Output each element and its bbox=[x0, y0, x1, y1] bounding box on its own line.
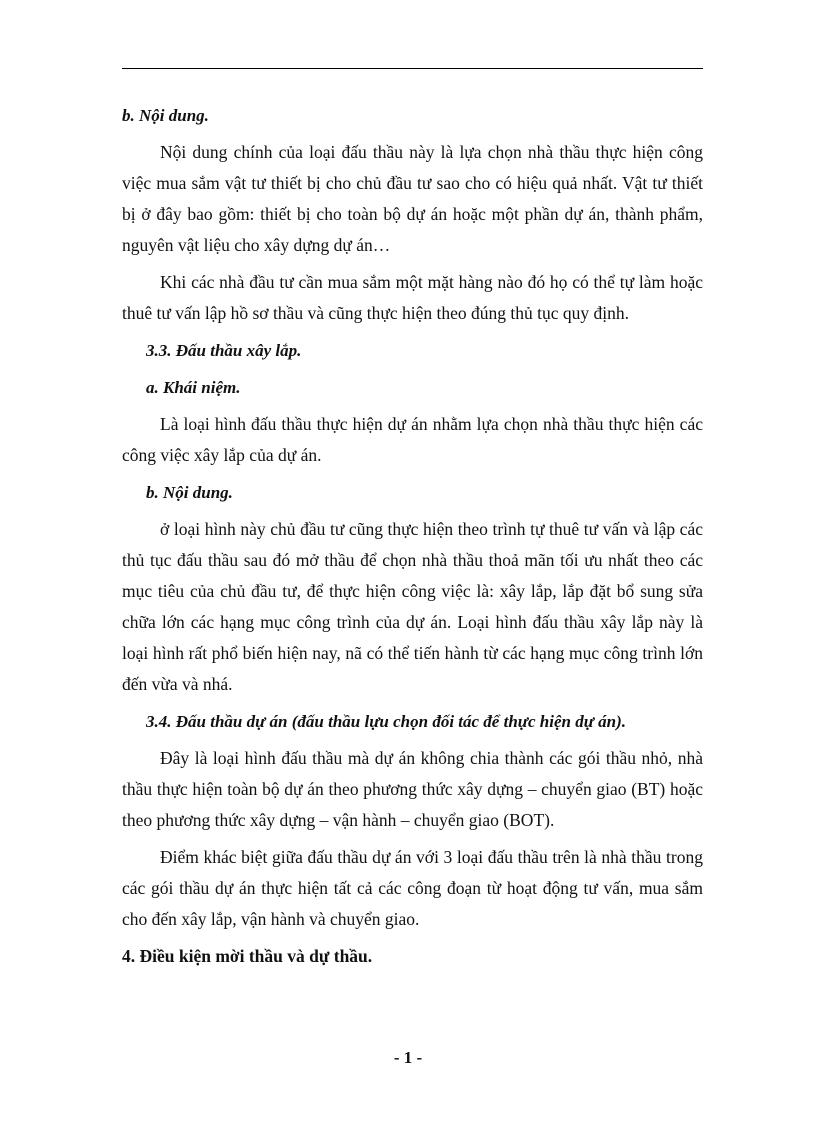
paragraph-mua-sam: Khi các nhà đầu tư cần mua sắm một mặt hàng nào đó họ có thể tự làm hoặc thuê tư vấn lập hồ sơ thầu và cũng thực hiện theo đúng thủ tục quy định. bbox=[122, 272, 703, 323]
paragraph-du-an: Đây là loại hình đấu thầu mà dự án không chia thành các gói thầu nhỏ, nhà thầu thực hiện toàn bộ dự án theo phương thức xây dựng – chuyển giao (BT) hoặc theo phương thức xây dựng – vận hành – chuyển giao (BOT). bbox=[122, 748, 703, 830]
section-3-3-heading: 3.3. Đấu thầu xây lắp. bbox=[146, 341, 302, 360]
paragraph-noi-dung-chinh: Nội dung chính của loại đấu thầu này là lựa chọn nhà thầu thực hiện công việc mua sắm vật tư thiết bị cho chủ đầu tư sao cho có hiệu quả nhất. Vật tư thiết bị ở đây bao gồm: thiết bị cho toàn bộ dự án hoặc một phần dự án, thành phẩm, nguyên vật liệu cho xây dựng dự án… bbox=[122, 142, 703, 255]
section-3-4-heading: 3.4. Đấu thầu dự án (đấu thầu lựu chọn đối tác để thực hiện dự án). bbox=[146, 712, 626, 731]
subheading-noi-dung-2: b. Nội dung. bbox=[146, 483, 233, 502]
paragraph-diem-khac-biet: Điểm khác biệt giữa đấu thầu dự án với 3 loại đấu thầu trên là nhà thầu trong các gói thầu dự án thực hiện tất cả các công đoạn từ hoạt động tư vấn, mua sắm cho đến xây lắp, vận hành và chuyển giao. bbox=[122, 847, 703, 929]
header-rule bbox=[122, 68, 703, 69]
subheading-khai-niem: a. Khái niệm. bbox=[146, 378, 241, 397]
section-4-heading: 4. Điều kiện mời thầu và dự thầu. bbox=[122, 946, 373, 966]
paragraph-xay-lap: ở loại hình này chủ đầu tư cũng thực hiện theo trình tự thuê tư vấn và lập các thủ tục đấu thầu sau đó mở thầu để chọn nhà thầu thoả mãn tối ưu nhất theo các mục tiêu của chủ đầu tư, để thực hiện công việc là: xây lắp, lắp đặt bổ sung sửa chữa lớn các hạng mục công trình của dự án. Loại hình đấu thầu xây lắp này là loại hình rất phổ biến hiện nay, nã có thể tiến hành từ các hạng mục công trình lớn đến vừa và nhá. bbox=[122, 519, 703, 694]
page-number: - 1 - bbox=[393, 1048, 423, 1067]
subheading-noi-dung: b. Nội dung. bbox=[122, 106, 209, 125]
paragraph-khai-niem: Là loại hình đấu thầu thực hiện dự án nhằm lựa chọn nhà thầu thực hiện các công việc xây lắp của dự án. bbox=[122, 414, 703, 465]
document-body bbox=[122, 100, 703, 972]
